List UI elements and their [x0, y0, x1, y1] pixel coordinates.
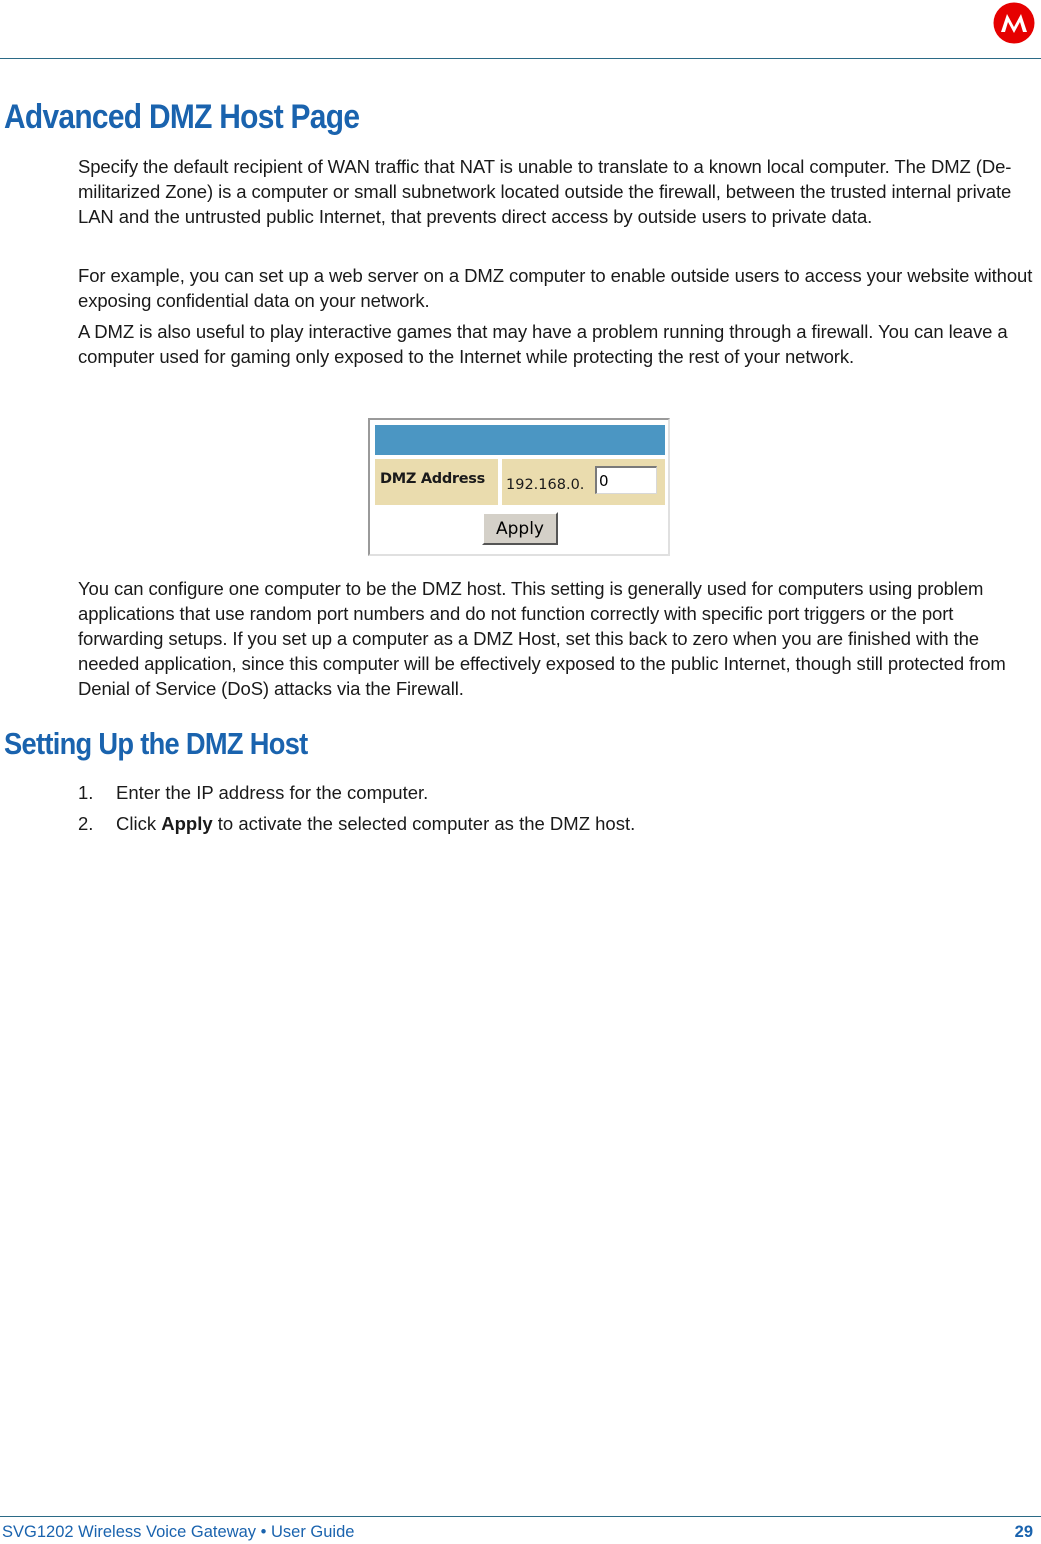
paragraph-gaming-example: A DMZ is also useful to play interactive games that may have a problem running through a firewall. You can leave a computer used for gaming only exposed to the Internet while protecting the rest of your network.	[78, 321, 1008, 367]
section-title-setting-up-dmz-host: Setting Up the DMZ Host	[4, 726, 308, 761]
dmz-address-label-cell	[375, 459, 498, 505]
list-item-number: 2.	[78, 813, 94, 834]
footer-doc-title: SVG1202 Wireless Voice Gateway • User Guide	[2, 1523, 355, 1541]
header-rule	[0, 58, 1041, 59]
list-item-text-bold: Apply	[161, 813, 213, 834]
dmz-address-label: DMZ Address	[380, 471, 485, 487]
footer-page-number: 29	[1014, 1523, 1033, 1541]
ip-prefix-text: 192.168.0.	[506, 477, 585, 493]
dmz-address-value-cell	[502, 459, 665, 505]
section-title-advanced-dmz-host-page: Advanced DMZ Host Page	[4, 98, 360, 136]
paragraph-web-server-example: For example, you can set up a web server on a DMZ computer to enable outside users to access your website without exposing confidential data on your network.	[78, 265, 1033, 311]
dmz-config-panel	[368, 418, 670, 556]
paragraph-dmz-host-config: You can configure one computer to be the DMZ host. This setting is generally used for computers using problem applications that use random port numbers and do not function correctly with specific port triggers or the port forwarding setups. If you set up a computer as a DMZ Host, set this back to zero when you are finished with the needed application, since this computer will be effectively exposed to the public Internet, though still protected from Denial of Service (DoS) attacks via the Firewall.	[78, 578, 1006, 699]
footer-rule	[0, 1516, 1041, 1517]
list-item-text-post: to activate the selected computer as the DMZ host.	[212, 813, 636, 834]
apply-button[interactable]: Apply	[482, 512, 558, 545]
list-item-text: Enter the IP address for the computer.	[116, 782, 429, 803]
list-item-text-pre: Click	[116, 813, 162, 834]
list-item-number: 1.	[78, 782, 94, 803]
list-item-text	[116, 811, 635, 836]
dmz-ip-last-octet-input[interactable]	[595, 466, 657, 494]
motorola-logo-icon	[993, 2, 1035, 44]
paragraph-dmz-definition: Specify the default recipient of WAN traffic that NAT is unable to translate to a known local computer. The DMZ (De-militarized Zone) is a computer or small subnetwork located outside the firewall, between the trusted internal private LAN and the untrusted public Internet, that prevents direct access by outside users to private data.	[78, 156, 1012, 227]
panel-header-bar	[375, 425, 665, 455]
